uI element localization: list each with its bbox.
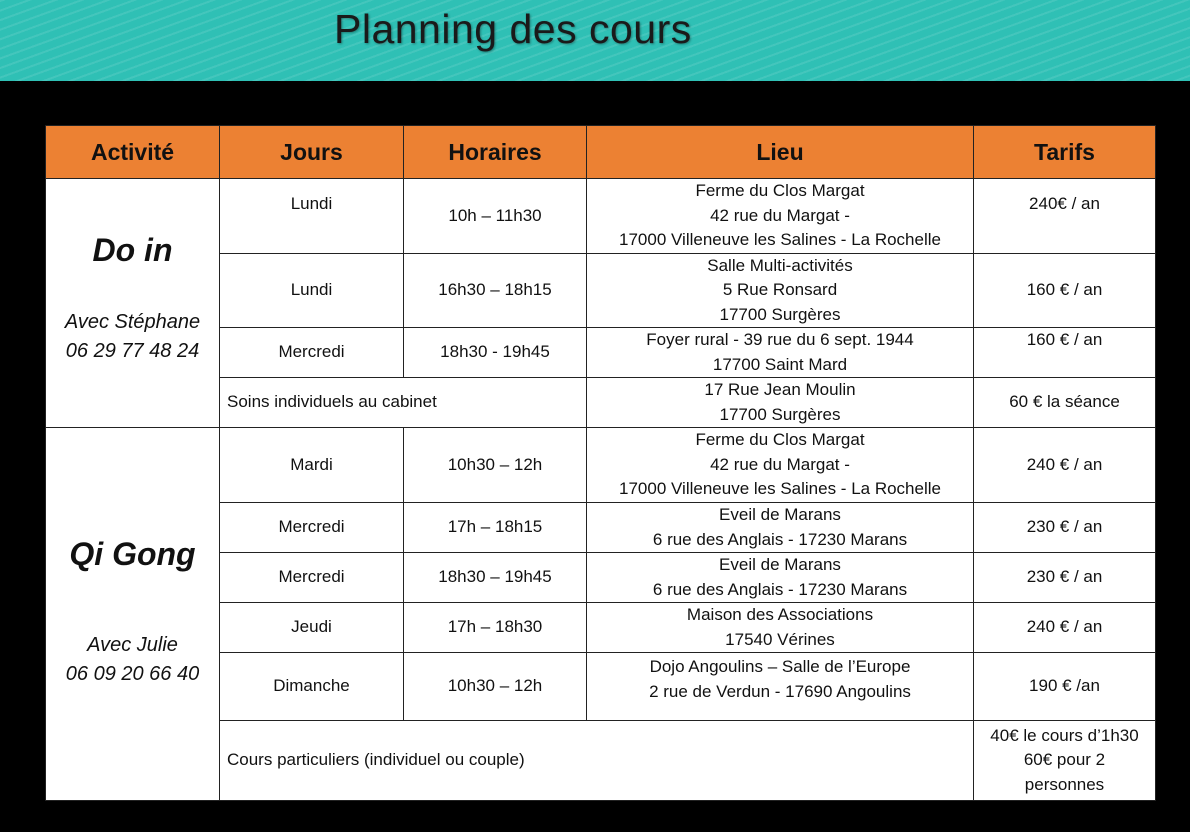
merged-service-cell: Soins individuels au cabinet [220,378,587,428]
activity-cell-qigong [46,428,220,801]
activity-teacher: Avec Julie [87,633,178,656]
day-cell: Jeudi [220,603,404,653]
place-cell: Dojo Angoulins – Salle de l’Europe 2 rue de Verdun - 17690 Angoulins [587,653,974,721]
price-cell: 230 € / an [974,553,1156,603]
place-cell: Eveil de Marans 6 rue des Anglais - 17230 Marans [587,553,974,603]
price-cell: 240 € / an [974,428,1156,503]
col-header-activite: Activité [46,126,220,179]
activity-name: Qi Gong [69,535,196,572]
place-cell: Ferme du Clos Margat 42 rue du Margat - 17000 Villeneuve les Salines - La Rochelle [587,179,974,254]
day-cell: Dimanche [220,653,404,721]
header-banner [0,0,1190,81]
price-cell: 40€ le cours d’1h30 60€ pour 2 personnes [974,721,1156,801]
activity-phone: 06 29 77 48 24 [65,340,200,362]
table-header-row [46,126,1156,179]
activity-teacher: Avec Stéphane [64,311,201,333]
time-cell: 10h30 – 12h [404,653,587,721]
price-cell: 190 € /an [974,653,1156,721]
price-cell: 230 € / an [974,503,1156,553]
place-cell: Eveil de Marans 6 rue des Anglais - 17230 Marans [587,503,974,553]
price-cell: 160 € / an [974,253,1156,328]
time-cell: 16h30 – 18h15 [404,253,587,328]
table-row [46,428,1156,503]
time-cell: 10h – 11h30 [404,179,587,254]
table-row [46,179,1156,254]
day-cell: Mercredi [220,553,404,603]
day-cell: Mardi [220,428,404,503]
time-cell: 18h30 - 19h45 [404,328,587,378]
place-cell: Foyer rural - 39 rue du 6 sept. 1944 17700 Saint Mard [587,328,974,378]
time-cell: 10h30 – 12h [404,428,587,503]
place-cell: Ferme du Clos Margat 42 rue du Margat - 17000 Villeneuve les Salines - La Rochelle [587,428,974,503]
price-cell: 160 € / an [974,328,1156,378]
time-cell: 18h30 – 19h45 [404,553,587,603]
day-cell: Mercredi [220,503,404,553]
col-header-tarifs: Tarifs [974,126,1156,179]
day-cell: Lundi [220,179,404,254]
place-cell: 17 Rue Jean Moulin 17700 Surgères [587,378,974,428]
activity-name: Do in [92,232,173,268]
price-cell: 240 € / an [974,603,1156,653]
price-cell: 240€ / an [974,179,1156,254]
time-cell: 17h – 18h30 [404,603,587,653]
col-header-horaires: Horaires [404,126,587,179]
price-cell: 60 € la séance [974,378,1156,428]
page-title: Planning des cours [334,6,692,52]
schedule-table [45,125,1156,801]
day-cell: Lundi [220,253,404,328]
place-cell: Salle Multi-activités 5 Rue Ronsard 17700 Surgères [587,253,974,328]
merged-service-cell: Cours particuliers (individuel ou couple) [220,721,974,801]
col-header-jours: Jours [220,126,404,179]
time-cell: 17h – 18h15 [404,503,587,553]
activity-cell-doin [46,179,220,428]
place-cell: Maison des Associations 17540 Vérines [587,603,974,653]
col-header-lieu: Lieu [587,126,974,179]
activity-phone: 06 09 20 66 40 [65,662,200,685]
day-cell: Mercredi [220,328,404,378]
